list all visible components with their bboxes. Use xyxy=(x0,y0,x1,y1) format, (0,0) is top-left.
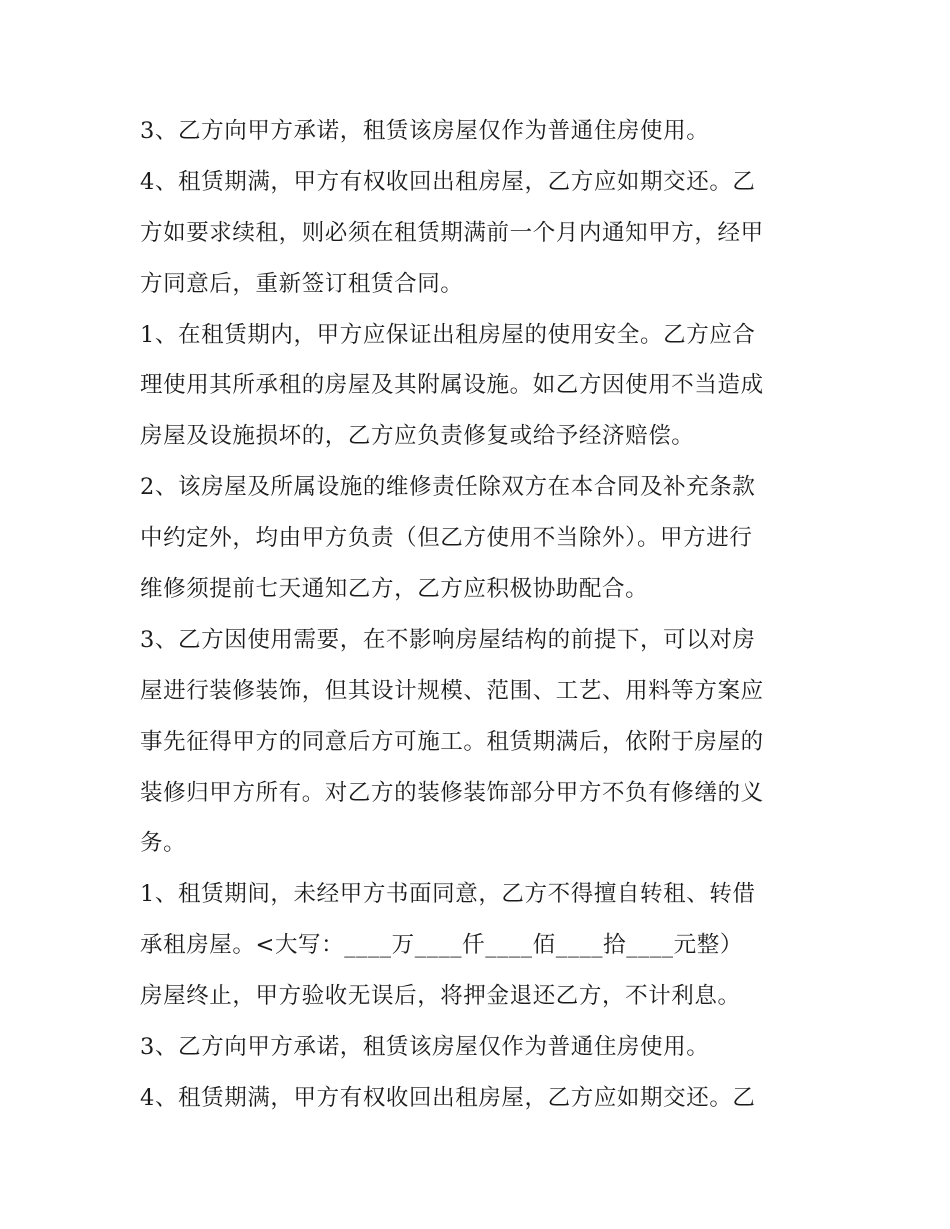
text-line: 房屋终止，甲方验收无误后，将押金退还乙方，不计利息。 xyxy=(140,983,741,1010)
text-line: 1、在租赁期内，甲方应保证出租房屋的使用安全。乙方应合 xyxy=(140,321,756,348)
text-line: 房屋及设施损坏的，乙方应负责修复或给予经济赔偿。 xyxy=(140,423,695,450)
text-line: 方如要求续租，则必须在租赁期满前一个月内通知甲方，经甲 xyxy=(140,219,764,246)
text-line: 事先征得甲方的同意后方可施工。租赁期满后，依附于房屋的 xyxy=(140,728,764,755)
text-line: 4、租赁期满，甲方有权收回出租房屋，乙方应如期交还。乙 xyxy=(140,168,756,195)
text-line: 务。 xyxy=(140,830,187,857)
text-line: 中约定外，均由甲方负责（但乙方使用不当除外）。甲方进行 xyxy=(140,525,753,552)
text-line: 屋进行装修装饰，但其设计规模、范围、工艺、用料等方案应 xyxy=(140,677,764,704)
text-line: 方同意后，重新签订租赁合同。 xyxy=(140,270,464,297)
text-line: 装修归甲方所有。对乙方的装修装饰部分甲方不负有修缮的义 xyxy=(140,779,764,806)
text-line: 4、租赁期满，甲方有权收回出租房屋，乙方应如期交还。乙 xyxy=(140,1084,756,1111)
text-line: 1、租赁期间，未经甲方书面同意，乙方不得擅自转租、转借 xyxy=(140,881,756,908)
text-line: 维修须提前七天通知乙方，乙方应积极协助配合。 xyxy=(140,576,649,603)
text-line: 理使用其所承租的房屋及其附属设施。如乙方因使用不当造成 xyxy=(140,372,764,399)
text-line: 承租房屋。<大写：____万____仟____佰____拾____元整） xyxy=(140,932,743,959)
text-line: 3、乙方向甲方承诺，租赁该房屋仅作为普通住房使用。 xyxy=(140,118,710,144)
document-body xyxy=(140,106,830,1124)
text-line: 2、该房屋及所属设施的维修责任除双方在本合同及补充条款 xyxy=(140,474,756,501)
text-line: 3、乙方向甲方承诺，租赁该房屋仅作为普通住房使用。 xyxy=(140,1034,710,1061)
text-line: 3、乙方因使用需要，在不影响房屋结构的前提下，可以对房 xyxy=(140,626,756,653)
